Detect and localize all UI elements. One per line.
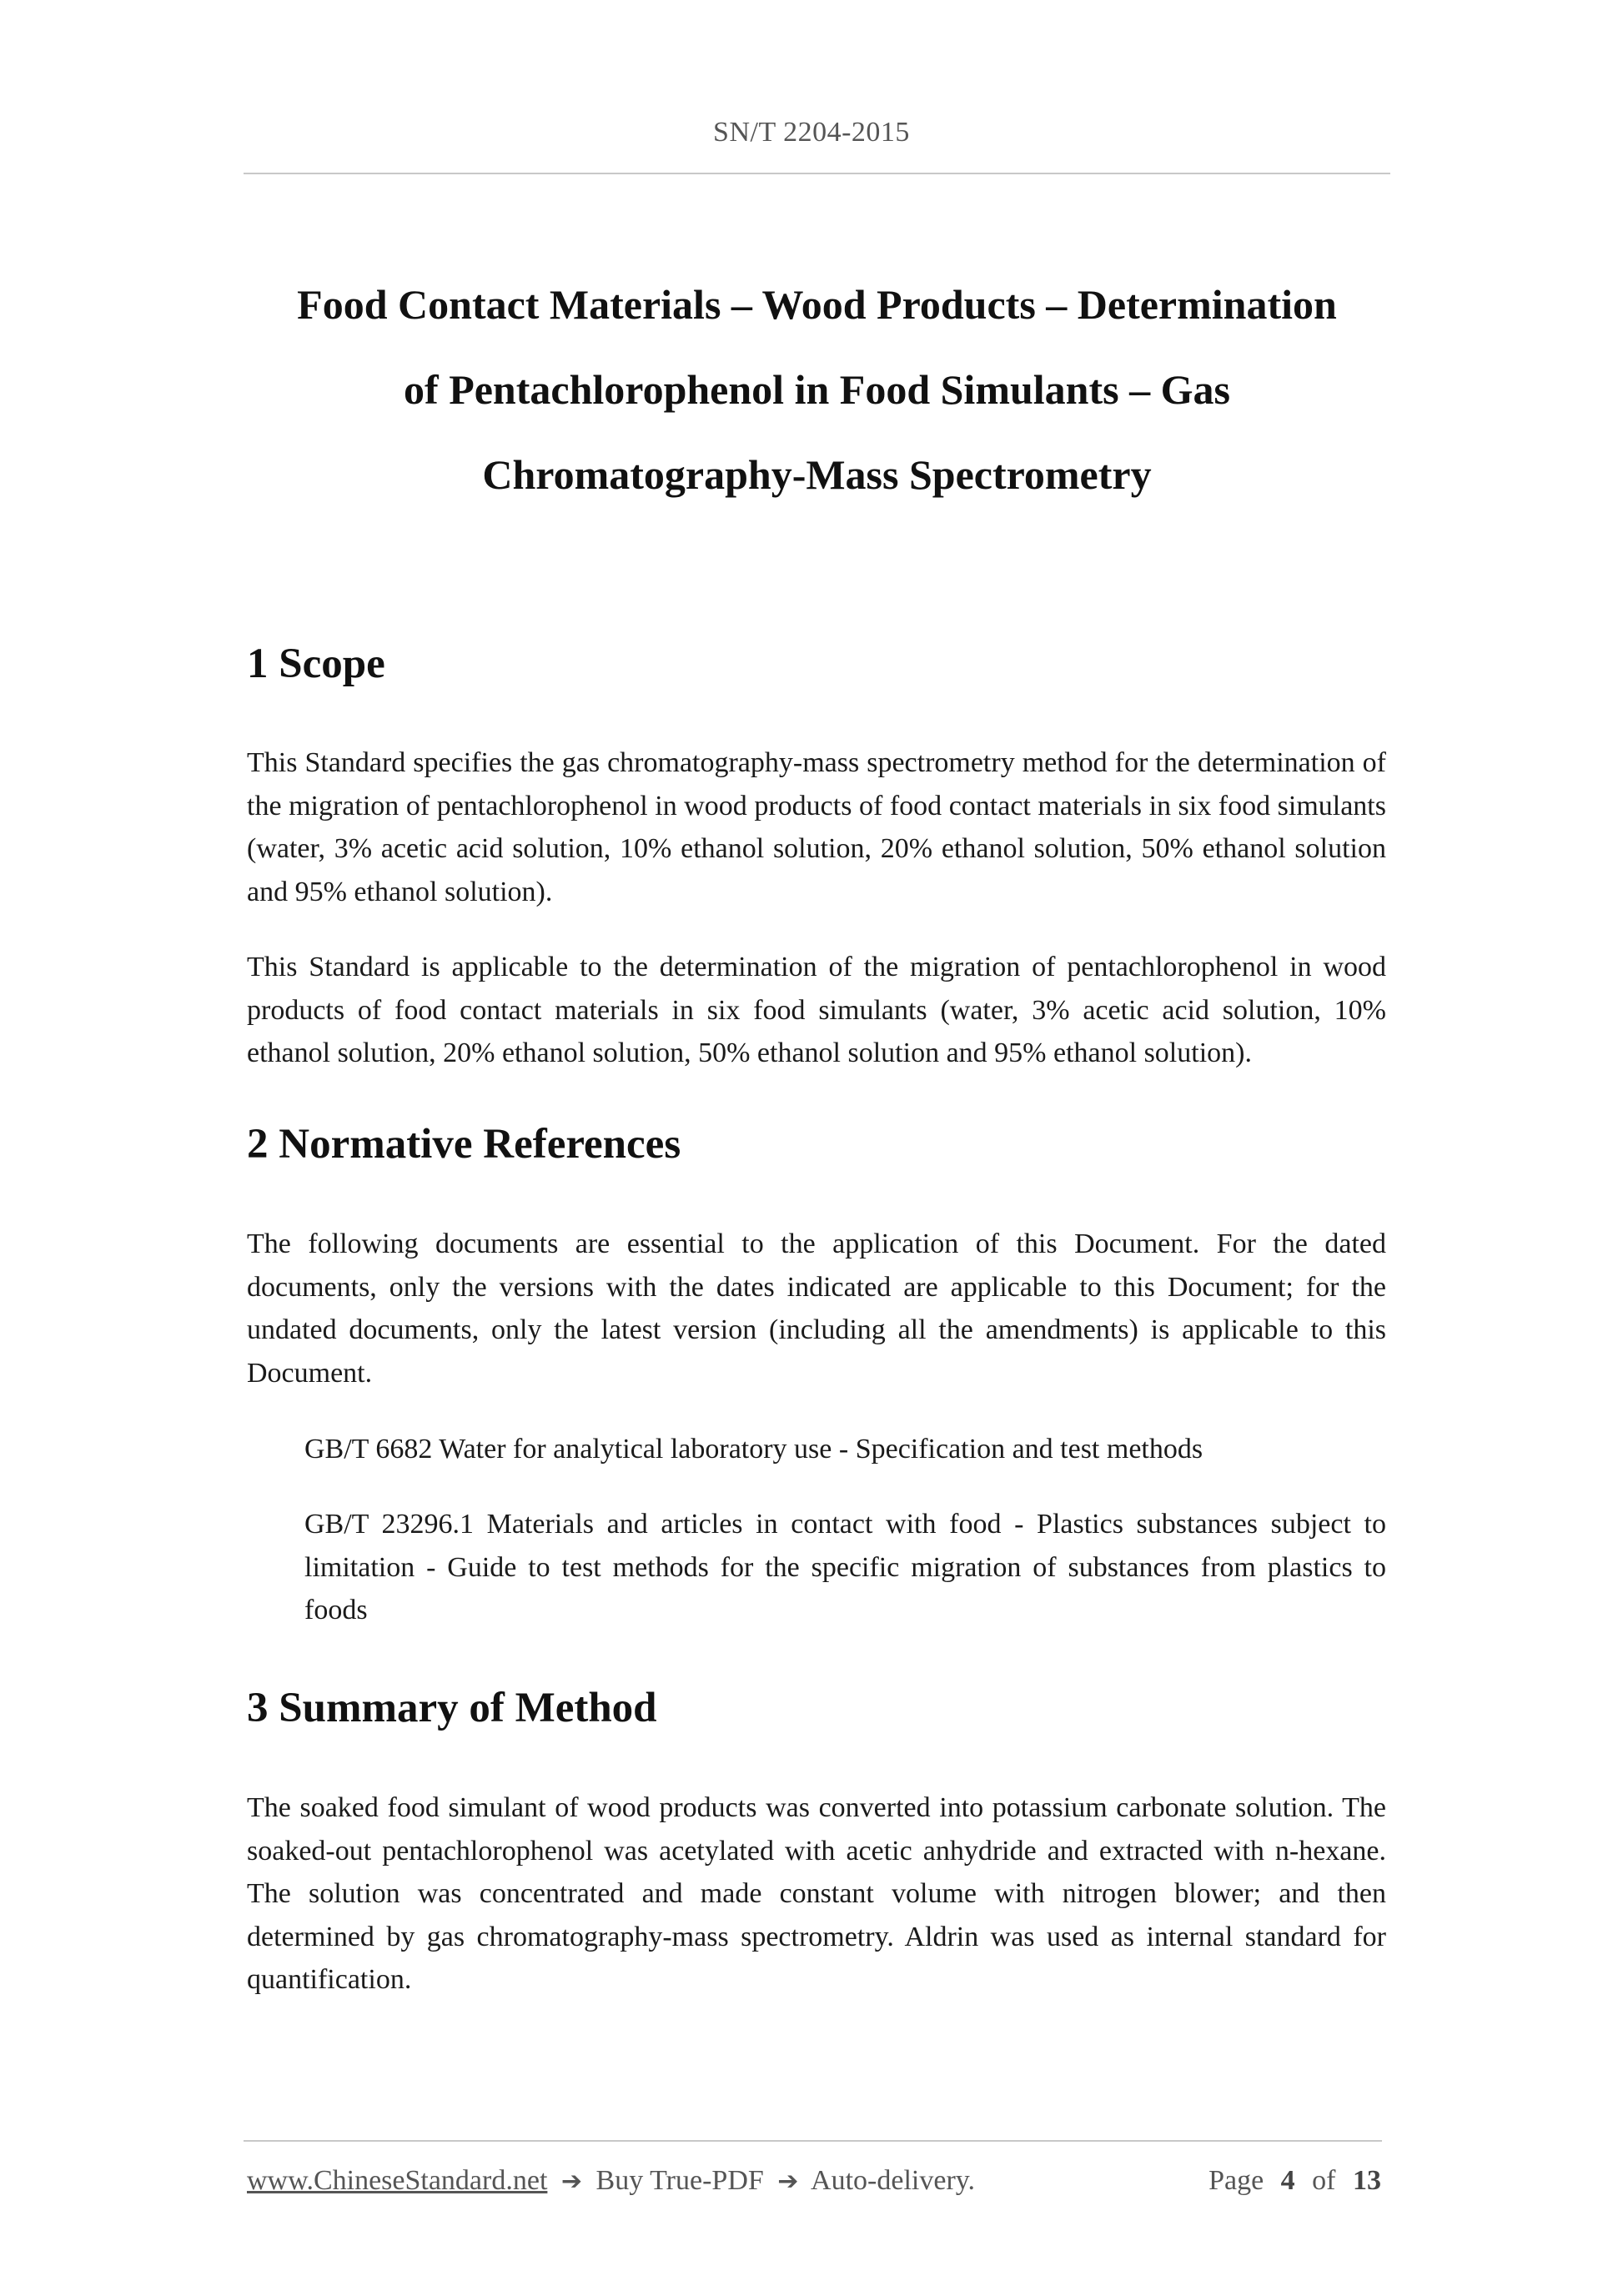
reference-item-gbt-6682: GB/T 6682 Water for analytical laboratory use - Specification and test methods bbox=[304, 1434, 1203, 1465]
header-divider bbox=[244, 173, 1390, 174]
title-line-1: Food Contact Materials – Wood Products – Determination bbox=[297, 280, 1337, 328]
title-line-3: Chromatography-Mass Spectrometry bbox=[482, 450, 1152, 498]
footer-promo bbox=[247, 2163, 975, 2199]
page-total: 13 bbox=[1353, 2165, 1381, 2196]
page-indicator bbox=[1208, 2163, 1381, 2198]
document-title bbox=[244, 262, 1390, 517]
page-of-label: of bbox=[1312, 2165, 1336, 2196]
summary-paragraph: The soaked food simulant of wood products was converted into potassium carbonate solution. The soaked-out pentachlorophenol was acetylated with acetic anhydride and extracted with n-hexane. The solution was concentrated and made constant volume with nitrogen blower; and then determined by gas chromatography-mass spectrometry. Aldrin was used as internal standard for quantification. bbox=[247, 1792, 1386, 1995]
chinesestandard-link[interactable]: www.ChineseStandard.net bbox=[247, 2165, 548, 2196]
scope-paragraph-1: This Standard specifies the gas chromatography-mass spectrometry method for the determination of the migration of pentachlorophenol in wood products of food contact materials in six food simulants (water, 3% acetic acid solution, 10% ethanol solution, 20% ethanol solution, 50% ethanol solution and 95% ethanol solution). bbox=[247, 747, 1386, 907]
reference-item-gbt-23296-1: GB/T 23296.1 Materials and articles in contact with food - Plastics substances subject to limitation - Guide to test methods for the specific migration of substances from plastics to foods bbox=[304, 1509, 1386, 1625]
right-arrow-icon: ➔ bbox=[560, 2167, 583, 2196]
page-label: Page bbox=[1208, 2165, 1264, 2196]
standard-code-header: SN/T 2204-2015 bbox=[713, 117, 910, 148]
auto-delivery-text: Auto-delivery. bbox=[811, 2165, 976, 2196]
section-heading-scope: 1 Scope bbox=[247, 641, 385, 687]
right-arrow-icon: ➔ bbox=[777, 2167, 799, 2196]
title-line-2: of Pentachlorophenol in Food Simulants – Gas bbox=[404, 365, 1230, 413]
section-heading-summary-of-method: 3 Summary of Method bbox=[247, 1685, 657, 1731]
buy-true-pdf-text: Buy True-PDF bbox=[595, 2165, 764, 2196]
footer-divider bbox=[244, 2140, 1382, 2142]
references-paragraph: The following documents are essential to the application of this Document. For the dated documents, only the versions with the dates indicated are applicable to this Document; for the undated documents, only the latest version (including all the amendments) is applicable to this Document. bbox=[247, 1228, 1386, 1389]
scope-paragraph-2: This Standard is applicable to the determination of the migration of pentachlorophenol in wood products of food contact materials in six food simulants (water, 3% acetic acid solution, 10% ethanol solution, 20% ethanol solution, 50% ethanol solution and 95% ethanol solution). bbox=[247, 952, 1386, 1068]
page-current: 4 bbox=[1280, 2165, 1295, 2196]
section-heading-normative-references: 2 Normative References bbox=[247, 1121, 681, 1168]
